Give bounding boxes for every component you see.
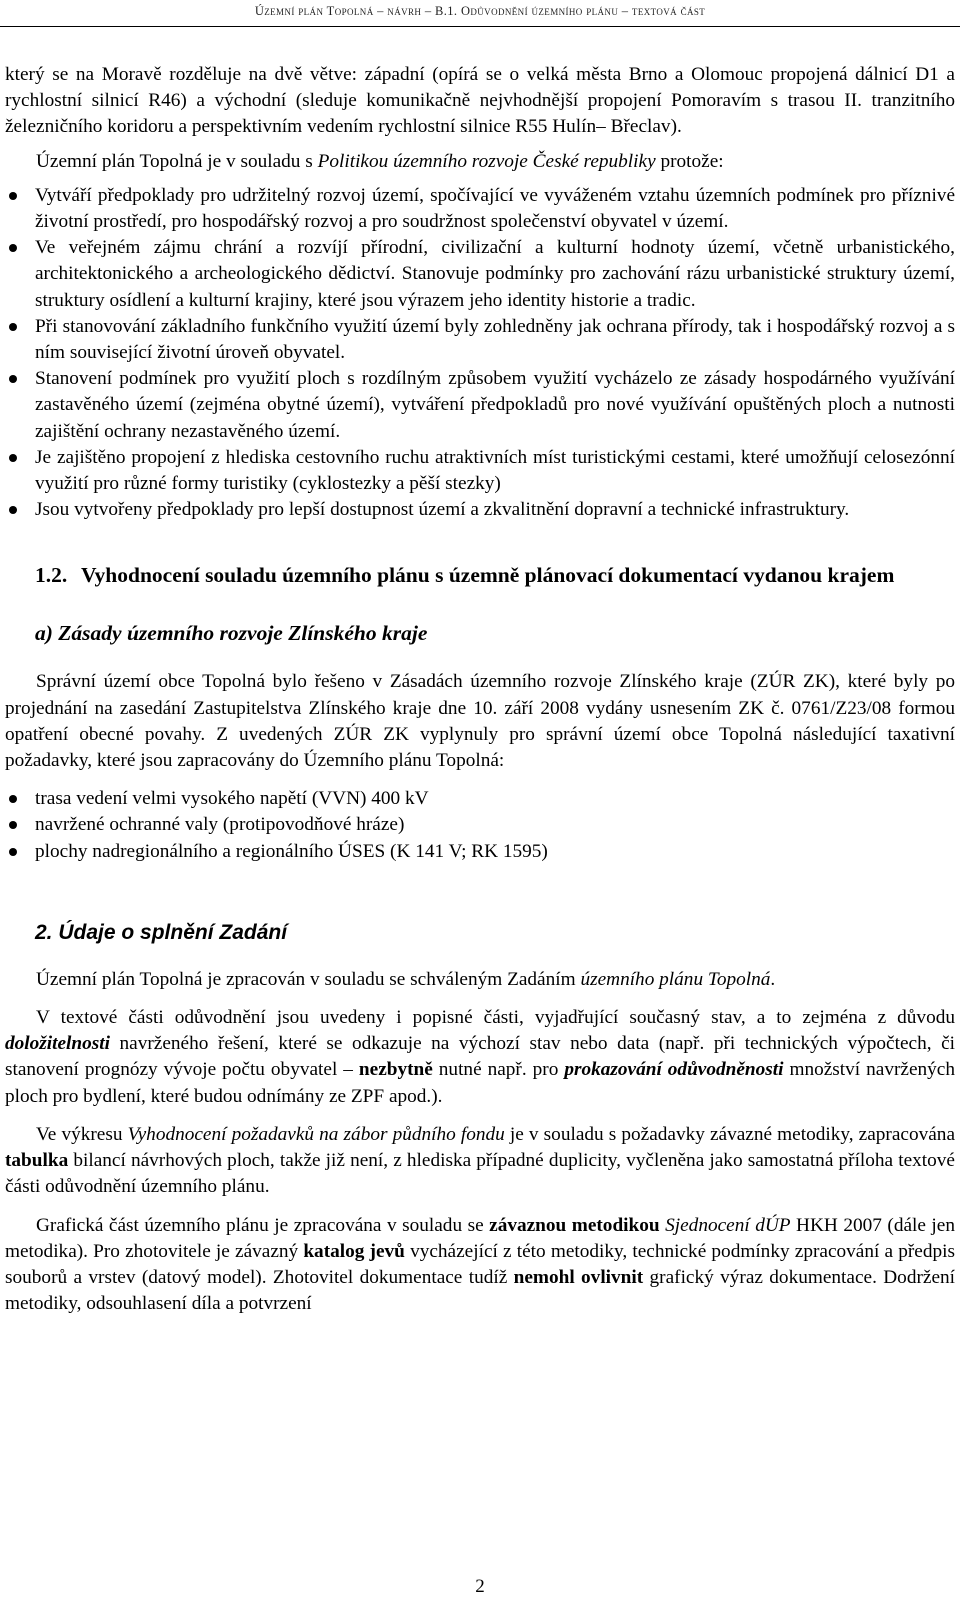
text-run: vycházející z této metodiky, technické podmínky zpracování a předpis souborů a vrstev (datový model). Zhotovitel dokumentace tudíž [5, 1240, 955, 1288]
emphasis-run: tabulka [5, 1150, 69, 1172]
header-divider [0, 26, 960, 27]
list-item: Vytváří předpoklady pro udržitelný rozvoj území, spočívající ve vyváženém vztahu územních podmínek pro příznivé životní prostředí, pro hospodářský rozvoj a pro soudržnost společenství obyvatel v území. [5, 183, 955, 235]
section-number: 1.2. [35, 563, 68, 588]
intro-paragraph: který se na Moravě rozděluje na dvě větve: západní (opírá se o velká města Brno a Olomouc propojená dálnicí D1 a rychlostní silnicí R46) a východní (sleduje komunikačně nejvhodnější propojení Pomoravím s trasou II. tranzitního železničního koridoru a perspektivním vedením rychlostní silnice R55 Hulín– Břeclav). [5, 64, 955, 138]
emphasis-run: katalog jevů [303, 1240, 405, 1262]
page-number: 2 [475, 1576, 485, 1597]
running-header: Územní plán Topolná – návrh – B.1. Odůvodnění územního plánu – textová část [254, 4, 706, 18]
emphasis-run: nezbytně [358, 1059, 433, 1081]
text-run: grafický výraz dokumentace. Dodržení metodiky, odsouhlasení díla a potvrzení [5, 1266, 955, 1315]
subsection-heading-a: a) Zásady územního rozvoje Zlínského kraje [35, 621, 428, 646]
text-run: V textové části odůvodnění jsou uvedeny i popisné části, vyjadřující současný stav, a to zejména z důvodu [36, 1007, 955, 1029]
list-item: Jsou vytvořeny předpoklady pro lepší dostupnost území a zkvalitnění dopravní a technické infrastruktury. [5, 497, 955, 523]
zadani-paragraph [5, 967, 955, 993]
vykres-paragraph [5, 1122, 955, 1201]
list-item: navržené ochranné valy (protipovodňové hráze) [5, 812, 955, 838]
zadani-tail: . [770, 968, 776, 990]
policy-document-title: Politikou územního rozvoje České republiky [317, 150, 656, 172]
zur-paragraph: Správní území obce Topolná bylo řešeno v Zásadách územního rozvoje Zlínského kraje (ZÚR ZK), které byly po projednání na zasedání Zastupitelstva Zlínského kraje dne 10. září 2008 vydány usnesením ZK č. 0761/Z23/08 formou opatření obecné povahy. Z uvedených ZÚR ZK vyplynuly pro správní území obce Topolná následující taxativní požadavky, které jsou zapracovány do Územního plánu Topolná: [5, 671, 955, 772]
section-title: Vyhodnocení souladu územního plánu s územně plánovací dokumentací vydanou krajem [81, 563, 895, 588]
emphasis-run: nemohl ovlivnit [513, 1266, 644, 1288]
section-heading-2: 2. Údaje o splnění Zadání [35, 920, 288, 944]
emphasis-run: doložitelnosti [5, 1033, 110, 1055]
text-run: HKH 2007 (dále jen metodika). Pro zhotovitele je závazný [5, 1214, 955, 1262]
list-item: Je zajištěno propojení z hlediska cestovního ruchu atraktivních míst turistickými cestami, které umožňují celosezónní využití pro různé formy turistiky (cyklostezky a pěší stezky) [5, 445, 955, 497]
policy-lead-tail: protože: [655, 150, 724, 172]
policy-lead-text: Územní plán Topolná je v souladu s [36, 150, 318, 172]
list-item: Při stanovování základního funkčního využití území byly zohledněny jak ochrana přírody, tak i hospodářský rozvoj a s ním související životní úroveň obyvatel. [5, 314, 955, 366]
text-run: nutné např. pro [432, 1059, 565, 1081]
list-item: plochy nadregionálního a regionálního ÚSES (K 141 V; RK 1595) [5, 839, 955, 865]
textova-cast-paragraph [5, 1005, 955, 1110]
emphasis-run: závaznou metodikou [489, 1214, 660, 1236]
text-run: je v souladu s požadavky závazné metodiky, zapracována [504, 1123, 956, 1145]
zur-bullet-list [5, 786, 955, 865]
text-run: Grafická část územního plánu je zpracována v souladu se [36, 1214, 490, 1236]
zadani-text: Územní plán Topolná je zpracován v souladu se schváleným Zadáním [36, 968, 581, 990]
policy-lead-paragraph [5, 149, 955, 175]
text-run: množství navržených ploch pro bydlení, které budou odnímány ze ZPF apod.). [5, 1059, 955, 1107]
text-run: bilancí návrhových ploch, takže již není, z hlediska případné duplicity, vyčleněna jako samostatná příloha textové části odůvodnění územního plánu. [5, 1150, 955, 1198]
list-item: Stanovení podmínek pro využití ploch s rozdílným způsobem využití vycházelo ze zásady hospodárného využívání zastavěného území (zejména obytné území), vytváření předpokladů pro nové využívání opuštěných ploch a nutnosti zajištění ochrany nezastavěného území. [5, 366, 955, 445]
policy-bullet-list [5, 183, 955, 524]
text-run: navrženého řešení, které se odkazuje na výchozí stav nebo data (např. při technických výpočtech, či stanovení prognózy vývoje počtu obyvatel – [5, 1033, 955, 1081]
section-heading-1-2 [5, 561, 955, 589]
list-item: Ve veřejném zájmu chrání a rozvíjí přírodní, civilizační a kulturní hodnoty území, včetně urbanistického, architektonického a archeologického dědictví. Stanovuje podmínky pro zachování rázu urbanistické struktury území, struktury osídlení a kulturní krajiny, které jsou výrazem jeho identity historie a tradic. [5, 235, 955, 314]
emphasis-run: prokazování odůvodněnosti [564, 1059, 784, 1081]
methodology-title: Sjednocení dÚP [665, 1214, 791, 1236]
zadani-italic: územního plánu Topolná [580, 968, 771, 990]
drawing-title: Vyhodnocení požadavků na zábor půdního fondu [127, 1123, 505, 1145]
text-run: Ve výkresu [36, 1123, 128, 1145]
page-body [5, 62, 955, 1317]
graficka-cast-paragraph [5, 1213, 955, 1318]
list-item: trasa vedení velmi vysokého napětí (VVN) 400 kV [5, 786, 955, 812]
